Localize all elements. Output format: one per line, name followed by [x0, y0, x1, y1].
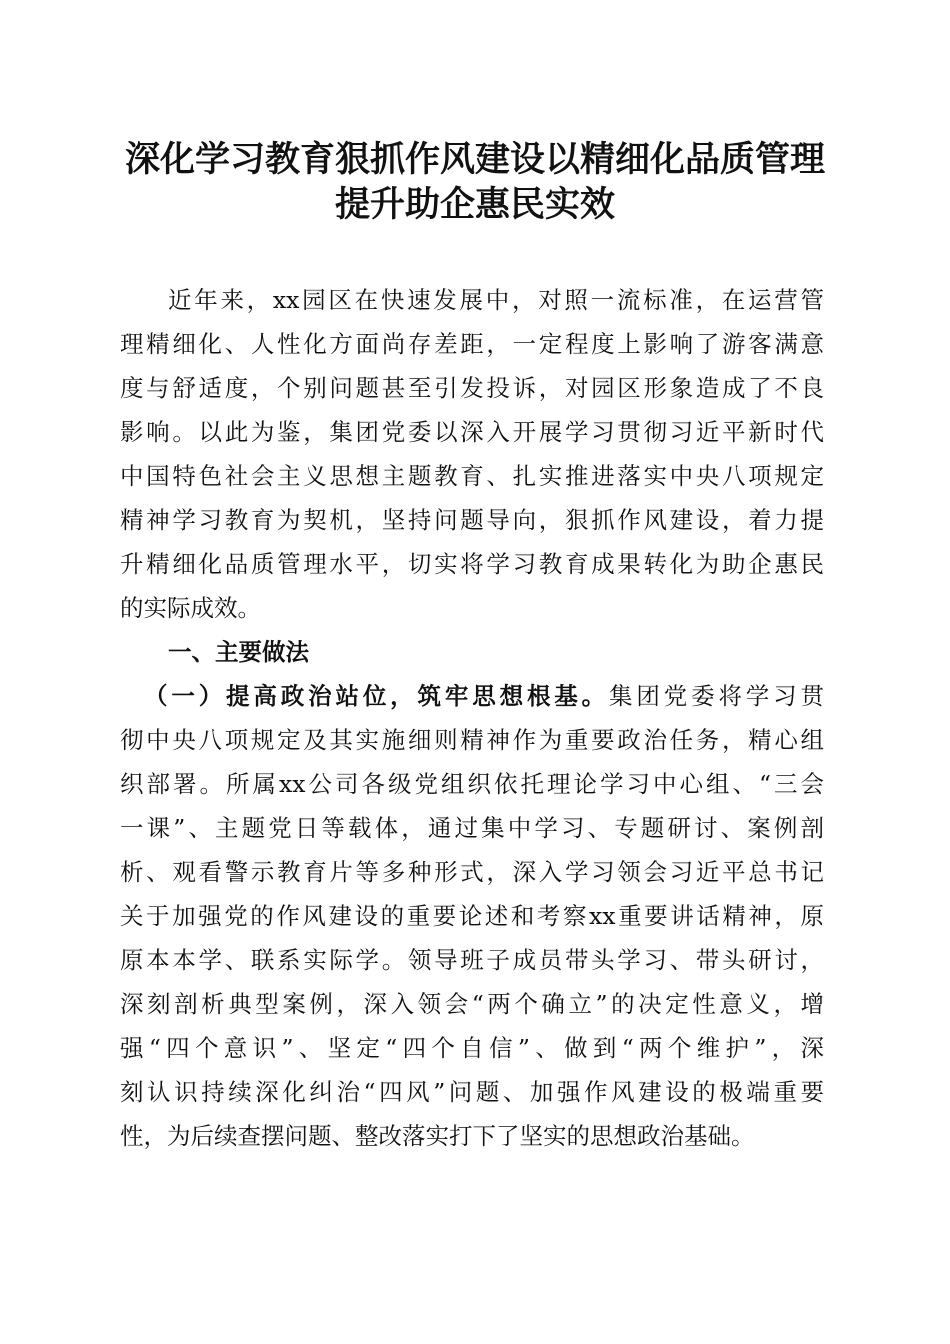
text-line: 理精细化、人性化方面尚存差距，一定程度上影响了游客满意: [120, 330, 824, 358]
text-line: 升精细化品质管理水平，切实将学习教育成果转化为助企惠民: [120, 550, 824, 578]
text-line: 影响。以此为鉴，集团党委以深入开展学习贯彻习近平新时代: [120, 418, 824, 446]
text-line: 近年来，xx园区在快速发展中，对照一流标准，在运营管: [168, 286, 824, 314]
section-heading: 一、主要做法: [168, 638, 309, 666]
text-line: [120, 674, 824, 718]
text-line: 织部署。所属xx公司各级党组织依托理论学习中心组、“三会: [120, 770, 824, 798]
text-line: 关于加强党的作风建设的重要论述和考察xx重要讲话精神，原: [120, 902, 824, 930]
text-fragment: 集团党委将学习贯: [609, 682, 825, 710]
document-title-line-2: 提升助企惠民实效: [334, 184, 615, 225]
text-line: 度与舒适度，个别问题甚至引发投诉，对园区形象造成了不良: [120, 374, 824, 402]
document-body: [120, 278, 824, 1158]
subsection-lead: （一）提高政治站位，筑牢思想根基。: [144, 682, 610, 710]
text-line: 析、观看警示教育片等多种形式，深入学习领会习近平总书记: [120, 858, 824, 886]
subsection-paragraph: [120, 674, 824, 1158]
text-line: 深刻剖析典型案例，深入领会“两个确立”的决定性意义，增: [120, 990, 824, 1018]
document-title-line-1: 深化学习教育狠抓作风建设以精细化品质管理: [124, 139, 825, 180]
text-line: 原本本学、联系实际学。领导班子成员带头学习、带头研讨，: [120, 946, 824, 974]
text-line: 一课”、主题党日等载体，通过集中学习、专题研讨、案例剖: [120, 814, 824, 842]
text-line: 的实际成效。: [120, 594, 261, 622]
intro-paragraph: [120, 278, 824, 630]
text-line: 性，为后续查摆问题、整改落实打下了坚实的思想政治基础。: [120, 1122, 755, 1150]
text-line: 精神学习教育为契机，坚持问题导向，狠抓作风建设，着力提: [120, 506, 824, 534]
text-line: 中国特色社会主义思想主题教育、扎实推进落实中央八项规定: [120, 462, 824, 490]
text-line: 彻中央八项规定及其实施细则精神作为重要政治任务，精心组: [120, 726, 824, 754]
text-line: 刻认识持续深化纠治“四风”问题、加强作风建设的极端重要: [120, 1078, 824, 1106]
text-line: 强“四个意识”、坚定“四个自信”、做到“两个维护”，深: [120, 1034, 824, 1062]
